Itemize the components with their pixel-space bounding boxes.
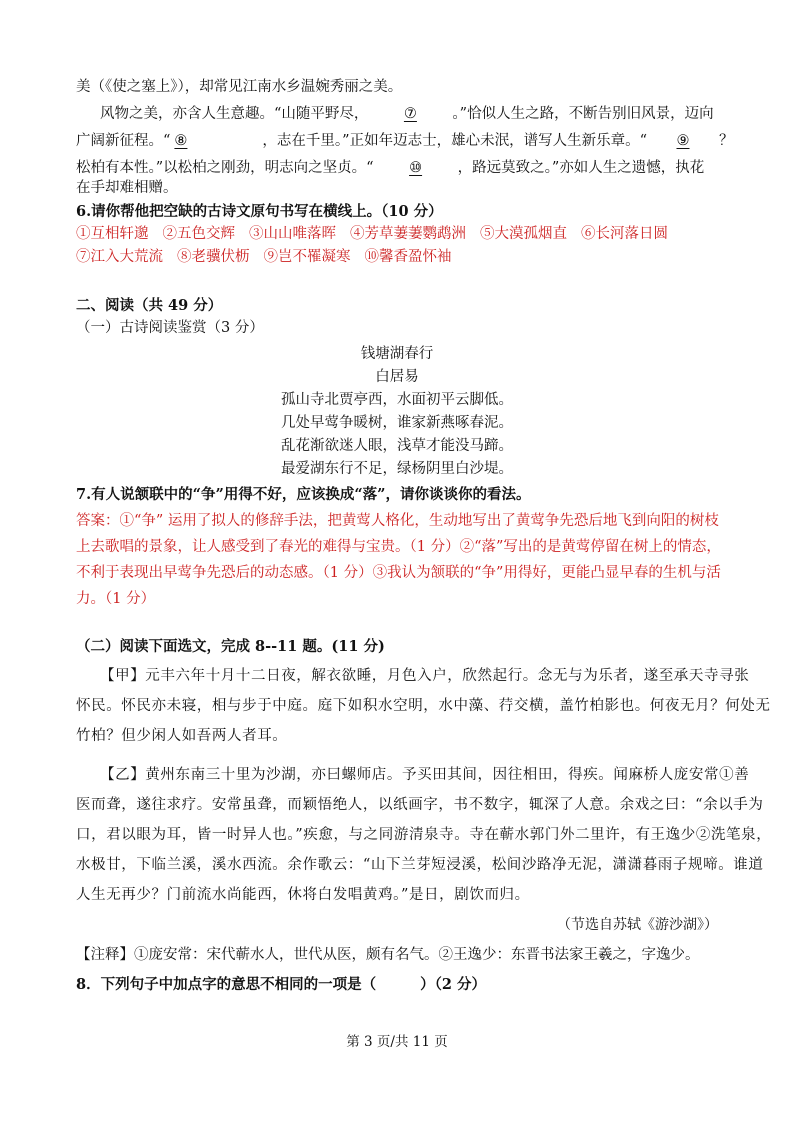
poem-line: 几处早莺争暖树，谁家新燕啄春泥。: [281, 415, 513, 431]
poem-title: 钱塘湖春行: [360, 346, 434, 362]
answer-item: ①互相轩邈: [76, 226, 149, 242]
paragraph-line: 在手却难相赠。: [76, 180, 178, 196]
poem-author: 白居易: [375, 369, 419, 385]
text-segment: 8．下列句子中加点字的意思不相同的一项是（: [76, 976, 377, 993]
passage-yi-line: 水极甘，下临兰溪，溪水西流。余作歌云：“山下兰芽短浸溪，松间沙路净无泥，潇潇暮雨子规啼。谁道: [76, 857, 764, 873]
paragraph-line: 美（《使之塞上》），却常见江南水乡温婉秀丽之美。: [76, 79, 403, 95]
answer-item: ⑧老骥伏枥: [177, 249, 250, 265]
paragraph-line: [76, 158, 704, 178]
paragraph-line: [100, 104, 714, 124]
page-footer: 第 3 页/共 11 页: [346, 1034, 448, 1050]
answer-item: ④芳草萋萋鹦鹉洲: [350, 226, 466, 242]
passage-yi-line: 人生无再少？门前流水尚能西，休将白发唱黄鸡。”是日，剧饮而归。: [76, 887, 530, 903]
q6-answers-row2: [76, 247, 466, 267]
text-segment: ？: [719, 133, 734, 149]
text-segment: 风物之美，亦含人生意趣。“山随平野尽，: [100, 106, 369, 122]
subsection-2-title: （二）阅读下面选文，完成 8--11 题。(11 分): [76, 638, 385, 655]
fill-blank-10: ⑩: [409, 160, 423, 176]
poem-line: 乱花渐欲迷人眼，浅草才能没马蹄。: [281, 438, 513, 454]
passage-jia-line: 怀民。怀民亦未寝，相与步于中庭。庭下如积水空明，水中藻、荇交横，盖竹柏影也。何夜无月？何处无: [76, 698, 771, 714]
fill-blank-7: ⑦: [403, 106, 417, 122]
text-segment: ，路远莫致之。”亦如人生之遗憾，执花: [457, 160, 705, 176]
q7-answer-line: 力。（1 分）: [76, 591, 156, 607]
subsection-1-title: （一）古诗阅读鉴赏（3 分）: [76, 320, 264, 336]
passage-yi-line: 医而聋，遂往求疗。安常虽聋，而颖悟绝人，以纸画字，书不数字，辄深了人意。余戏之曰：“余以手为: [76, 797, 764, 813]
question-8-title: [76, 975, 486, 995]
q7-answer-line: 答案：①“争” 运用了拟人的修辞手法，把黄莺人格化，生动地写出了黄莺争先恐后地飞到向阳的树枝: [76, 513, 719, 529]
answer-item: ⑥长河落日圆: [581, 226, 668, 242]
q6-answers-row1: [76, 224, 682, 244]
answer-item: ⑩馨香盈怀袖: [364, 249, 452, 265]
passage-jia-line: 竹柏？但少闲人如吾两人者耳。: [76, 728, 288, 744]
q7-answer-line: 不利于表现出早莺争先恐后的动态感。（1 分）③我认为颔联的“争”用得好，更能凸显早春的生机与活: [76, 565, 721, 581]
answer-item: ③山山唯落晖: [249, 226, 336, 242]
answer-item: ⑦江入大荒流: [76, 249, 163, 265]
q7-answer-line: 上去歌唱的景象，让人感受到了春光的难得与宝贵。（1 分）②“落”写出的是黄莺停留在树上的情态，: [76, 539, 721, 555]
passage-source: （节选自苏轼《游沙湖》）: [557, 917, 718, 933]
question-6-title: 6.请你帮他把空缺的古诗文原句书写在横线上。（10 分）: [76, 203, 443, 220]
text-segment: 广阔新征程。“: [76, 133, 171, 149]
answer-item: ⑤大漠孤烟直: [480, 226, 567, 242]
passage-yi-line: 口，君以眼为耳，皆一时异人也。”疾愈，与之同游清泉寺。寺在蕲水郭门外二里许，有王逸少②洗笔泉，: [76, 827, 772, 843]
passage-jia-line: 【甲】元丰六年十月十二日夜，解衣欲睡，月色入户，欣然起行。念无与为乐者，遂至承天寺寻张: [100, 668, 750, 684]
answer-item: ⑨岂不罹凝寒: [263, 249, 351, 265]
fill-blank-8: ⑧: [174, 133, 188, 149]
answer-item: ②五色交辉: [162, 226, 235, 242]
question-7-title: 7.有人说颔联中的“争”用得不好，应该换成“落”，请你谈谈你的看法。: [76, 486, 531, 503]
poem-line: 最爱湖东行不足，绿杨阴里白沙堤。: [281, 461, 513, 477]
text-segment: 松柏有本性。”以松柏之刚劲，明志向之坚贞。“: [76, 160, 374, 176]
section-2-title: 二、阅读（共 49 分）: [76, 297, 223, 314]
poem-line: 孤山寺北贾亭西，水面初平云脚低。: [281, 392, 513, 408]
paragraph-line: [76, 131, 734, 151]
passage-yi-line: 【乙】黄州东南三十里为沙湖，亦曰螺师店。予买田其间，因往相田，得疾。闻麻桥人庞安常①善: [100, 767, 750, 783]
text-segment: ，志在千里。”正如年迈志士，雄心未泯，谱写人生新乐章。“: [262, 133, 647, 149]
text-segment: 。”恰似人生之路，不断告别旧风景，迈向: [452, 106, 714, 122]
text-segment: ）（2 分）: [420, 976, 486, 993]
annotation-note: 【注释】①庞安常：宋代蕲水人，世代从医，颇有名气。②王逸少：东晋书法家王羲之，字逸少。: [76, 947, 700, 963]
fill-blank-9: ⑨: [676, 133, 690, 149]
